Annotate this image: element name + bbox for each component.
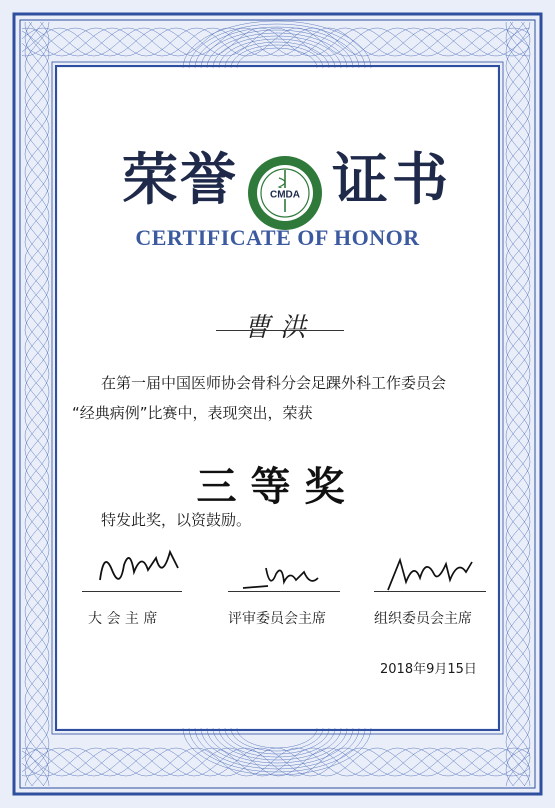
body-line-1: 在第一届中国医师协会骨科分会足踝外科工作委员会 <box>101 374 447 392</box>
signatory-organizing-chair: 组织委员会主席 <box>374 611 472 627</box>
signature-review-chair <box>238 560 328 595</box>
recipient-name-underline <box>216 330 344 331</box>
logo-text: CMDA <box>270 189 300 201</box>
title-english: CERTIFICATE OF HONOR <box>135 225 420 250</box>
title-char-4: 书 <box>392 147 450 213</box>
recipient-name: 曹洪 <box>243 313 316 343</box>
signature-line-chairman <box>82 591 182 592</box>
signatory-chairman: 大 会 主 席 <box>88 611 158 627</box>
title-char-2: 誉 <box>180 147 238 213</box>
title-char-1: 荣 <box>122 147 180 213</box>
award-title: 三等奖 <box>196 463 359 510</box>
closing-text: 特发此奖，以资鼓励。 <box>101 511 252 529</box>
medical-association-seal-icon <box>246 154 324 232</box>
signature-chairman <box>90 540 190 595</box>
issue-date: 2018年9月15日 <box>380 662 477 677</box>
signature-line-review-chair <box>228 591 340 592</box>
signatory-review-chair: 评审委员会主席 <box>228 611 326 627</box>
body-line-2: “经典病例”比赛中，表现突出，荣获 <box>72 404 313 422</box>
title-char-3: 证 <box>332 147 390 213</box>
signature-line-organizing-chair <box>374 591 486 592</box>
